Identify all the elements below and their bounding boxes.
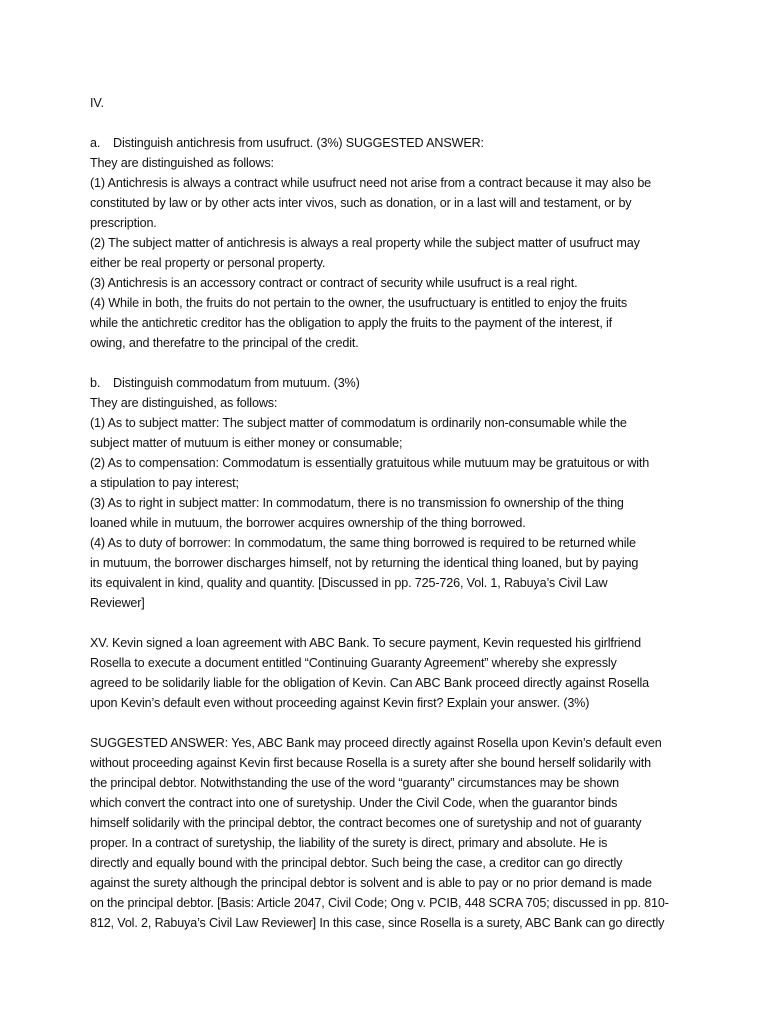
spacer — [90, 613, 708, 633]
question-xv: XV. Kevin signed a loan agreement with ABC Bank. To secure payment, Kevin requested his girlfriend Rosella to execute a document entitled “Continuing Guaranty Agreement” whereby she expressly agreed to be solidarily liable for the obligation of Kevin. Can ABC Bank proceed directly against Rosella upon Kevin’s default even without proceeding against Kevin first? Explain your answer. (3%) — [90, 636, 649, 710]
question-a-point-3: (3) Antichresis is an accessory contract or contract of security while usufruct is a real right. — [90, 276, 578, 290]
spacer — [90, 713, 708, 733]
question-a-point-4: (4) While in both, the fruits do not pertain to the owner, the usufructuary is entitled to enjoy the fruits while the antichretic creditor has the obligation to apply the fruits to the payment of the interest, if owing, and therefatre to the principal of the credit. — [90, 296, 627, 350]
question-a — [90, 133, 708, 153]
question-b-point-1: (1) As to subject matter: The subject matter of commodatum is ordinarily non-consumable while the subject matter of mutuum is either money or consumable; — [90, 416, 627, 450]
spacer — [90, 353, 708, 373]
question-b-point-2: (2) As to compensation: Commodatum is essentially gratuitous while mutuum may be gratuitous or with a stipulation to pay interest; — [90, 456, 650, 490]
question-b-text: Distinguish commodatum from mutuum. (3%) — [113, 376, 360, 390]
question-a-point-2: (2) The subject matter of antichresis is always a real property while the subject matter of usufruct may either be real property or personal property. — [90, 236, 640, 270]
answer-xv: SUGGESTED ANSWER: Yes, ABC Bank may proceed directly against Rosella upon Kevin’s default even without proceeding against Kevin first because Rosella is a surety after she bound herself solidarily with the principal debtor. Notwithstanding the use of the word “guaranty” circumstances may be shown which convert the contract into one of suretyship. Under the Civil Code, when the guarantor binds himself solidarily with the principal debtor, the contract becomes one of suretyship and not of guaranty proper. In a contract of suretyship, the liability of the surety is direct, primary and absolute. He is directly and equally bound with the principal debtor. Such being the case, a creditor can go directly against the surety although the principal debtor is solvent and is able to pay or no prior demand is made on the principal debtor. [Basis: Article 2047, Civil Code; Ong v. PCIB, 448 SCRA 705; discussed in pp. 810- 812, Vol. 2, Rabuya’s Civil Law Reviewer] In this case, since Rosella is a surety, ABC Bank can go directly — [90, 736, 669, 930]
question-b — [90, 373, 708, 393]
question-a-point-1: (1) Antichresis is always a contract while usufruct need not arise from a contract because it may also be constituted by law or by other acts inter vivos, such as donation, or in a last will and testament, or by prescription. — [90, 176, 652, 230]
question-b-point-4: (4) As to duty of borrower: In commodatum, the same thing borrowed is required to be returned while in mutuum, the borrower discharges himself, not by returning the identical thing loaned, but by paying its equivalent in kind, quality and quantity. [Discussed in pp. 725-726, Vol. 1, Rabuya’s Civil Law Reviewer] — [90, 536, 639, 610]
section-heading: IV. — [90, 96, 104, 110]
question-b-point-3: (3) As to right in subject matter: In commodatum, there is no transmission fo ownership of the thing loaned while in mutuum, the borrower acquires ownership of the thing borrowed. — [90, 496, 624, 530]
spacer — [90, 113, 708, 133]
question-a-intro: They are distinguished as follows: — [90, 156, 274, 170]
question-b-label: b. — [90, 376, 101, 390]
question-a-text: Distinguish antichresis from usufruct. (3%) SUGGESTED ANSWER: — [113, 136, 484, 150]
question-a-label: a. — [90, 136, 101, 150]
question-b-intro: They are distinguished, as follows: — [90, 396, 278, 410]
